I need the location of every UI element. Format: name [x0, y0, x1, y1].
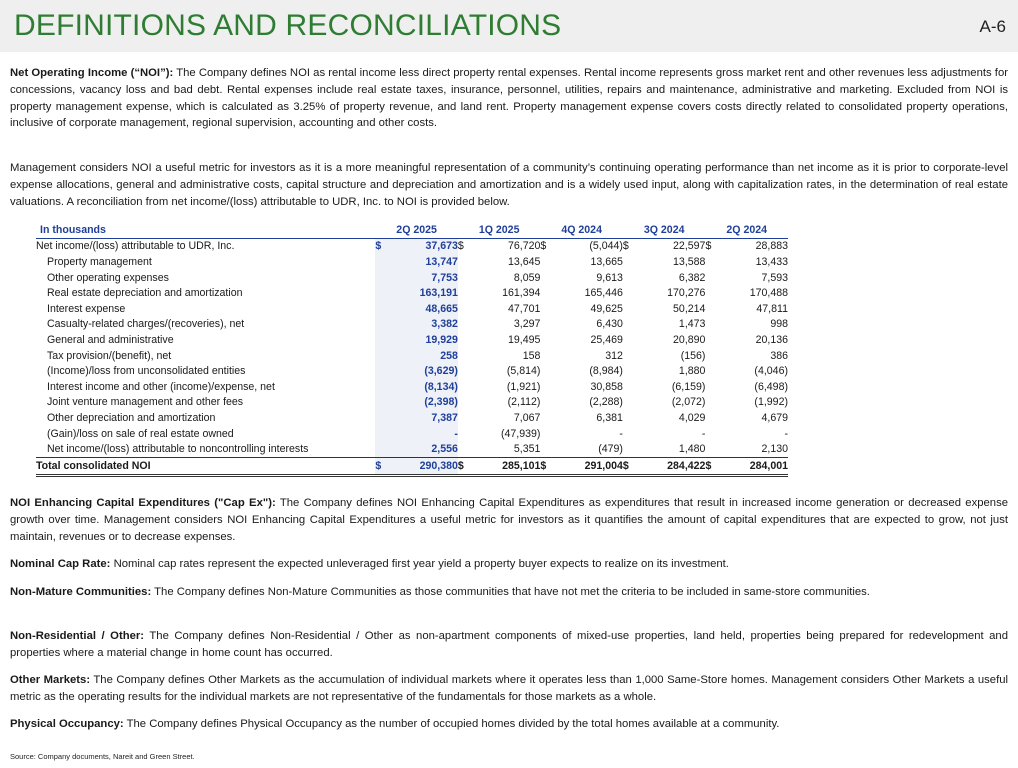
currency-symbol: [705, 270, 719, 286]
noi-definition-text: The Company defines NOI as rental income less direct property rental expenses. Rental income represents gross market rent and other revenues less adjustments for concessions, vacancy loss and bad debt. Rental expenses include real estate taxes, insurance, personnel, utilities, repairs and maintenance, administrative and marketing. Excluded from NOI is property management expense, which is calculated as 3.25% of property revenue, and land rent. Property management expense covers costs directly related to consolidated property operations, inclusive of corporate management, regional supervision, accounting and other costs.: [10, 67, 1008, 130]
cell-value: 284,422: [637, 457, 705, 475]
currency-symbol: [375, 317, 389, 333]
currency-symbol: [458, 410, 472, 426]
definition-text: The Company defines Non-Mature Communities as those communities that have not met the criteria to be included in same-store communities.: [151, 586, 870, 598]
cell-value: 6,382: [678, 271, 706, 284]
row-label: (Income)/loss from unconsolidated entities: [47, 365, 246, 378]
currency-symbol: [458, 395, 472, 411]
currency-symbol: [458, 317, 472, 333]
currency-symbol: $: [540, 240, 547, 253]
currency-symbol: [375, 348, 389, 364]
cell-value: 1,480: [678, 443, 706, 456]
cell-value: 284,001: [720, 457, 788, 475]
cell-value: 19,495: [508, 333, 541, 346]
currency-symbol: [458, 426, 472, 442]
cell-value: -: [784, 427, 788, 440]
cell-value: (2,398): [390, 395, 458, 411]
cell-value: 13,747: [390, 254, 458, 270]
currency-symbol: $: [375, 238, 389, 254]
currency-symbol: [458, 379, 472, 395]
cell-value: (3,629): [390, 363, 458, 379]
currency-symbol: [705, 348, 719, 364]
currency-symbol: [540, 332, 554, 348]
definition-term: Nominal Cap Rate:: [10, 558, 111, 570]
cell-value: 25,469: [590, 333, 623, 346]
cell-value: 4,029: [678, 411, 706, 424]
currency-symbol: [540, 363, 554, 379]
total-row: [36, 457, 788, 475]
currency-symbol: $: [457, 240, 464, 253]
noi-definition-term: Net Operating Income (“NOI”):: [10, 67, 174, 79]
cell-value: 291,004: [555, 457, 623, 475]
table-row: [36, 348, 788, 364]
currency-symbol: [705, 254, 719, 270]
currency-symbol: [375, 270, 389, 286]
noi-definition: [10, 65, 1008, 132]
cell-value: (479): [598, 443, 623, 456]
currency-symbol: [705, 379, 719, 395]
cell-value: 8,059: [513, 271, 541, 284]
cell-value: 290,380: [390, 457, 458, 475]
cell-value: 4,679: [761, 411, 788, 424]
cell-value: (2,072): [671, 396, 706, 409]
currency-symbol: [458, 254, 472, 270]
cell-value: (4,046): [754, 365, 788, 378]
cell-value: 48,665: [390, 301, 458, 317]
cell-value: 3,297: [513, 318, 541, 331]
row-label: Joint venture management and other fees: [47, 396, 244, 409]
column-header: 2Q 2024: [705, 222, 788, 238]
cell-value: 165,446: [584, 287, 623, 300]
currency-symbol: [540, 441, 554, 457]
currency-symbol: [623, 317, 637, 333]
definition-non-mature-communities: [10, 584, 1008, 601]
column-header: 1Q 2025: [458, 222, 541, 238]
currency-symbol: $: [623, 457, 637, 475]
definition-term: NOI Enhancing Capital Expenditures ("Cap Ex"):: [10, 497, 276, 509]
table-row: [36, 395, 788, 411]
cell-value: 20,890: [673, 333, 706, 346]
table-row: [36, 285, 788, 301]
currency-symbol: [623, 332, 637, 348]
cell-value: 5,351: [513, 443, 541, 456]
currency-symbol: [540, 301, 554, 317]
cell-value: (1,992): [754, 396, 788, 409]
row-label: Net income/(loss) attributable to UDR, Inc.: [36, 240, 235, 253]
cell-value: 49,625: [590, 302, 623, 315]
currency-symbol: [623, 410, 637, 426]
currency-symbol: [540, 317, 554, 333]
table-header-label: In thousands: [36, 222, 375, 238]
table-header-row: [36, 222, 788, 238]
currency-symbol: [375, 395, 389, 411]
cell-value: 7,753: [390, 270, 458, 286]
table-row: [36, 301, 788, 317]
currency-symbol: [375, 301, 389, 317]
cell-value: (6,159): [671, 380, 706, 393]
currency-symbol: [458, 441, 472, 457]
row-label: Property management: [47, 255, 152, 268]
currency-symbol: [705, 332, 719, 348]
currency-symbol: [705, 285, 719, 301]
currency-symbol: [540, 254, 554, 270]
cell-value: 28,883: [755, 240, 788, 253]
cell-value: 2,130: [761, 443, 788, 456]
currency-symbol: [705, 441, 719, 457]
currency-symbol: [375, 332, 389, 348]
row-label: Total consolidated NOI: [36, 457, 375, 475]
noi-management-paragraph: Management considers NOI a useful metric for investors as it is a more meaningful representation of a community’s continuing operating performance than net income as it is prior to corporate-level expense allocations, general and administrative costs, capital structure and depreciation and amortization and is a widely used input, along with capitalization rates, in the determination of real estate valuations. A reconciliation from net income/(loss) attributable to UDR, Inc. to NOI is provided below.: [10, 162, 1008, 208]
currency-symbol: $: [458, 457, 472, 475]
definition-term: Non-Residential / Other:: [10, 630, 145, 642]
currency-symbol: [458, 348, 472, 364]
cell-value: -: [701, 427, 706, 440]
cell-value: 30,858: [590, 380, 623, 393]
cell-value: (2,288): [589, 396, 623, 409]
currency-symbol: [623, 379, 637, 395]
currency-symbol: $: [705, 457, 719, 475]
cell-value: 7,067: [513, 411, 541, 424]
cell-value: 22,597: [673, 240, 706, 253]
page-number: A-6: [979, 17, 1006, 36]
currency-symbol: [540, 379, 554, 395]
column-header: 2Q 2025: [375, 222, 458, 238]
cell-value: 170,488: [749, 287, 788, 300]
currency-symbol: [375, 285, 389, 301]
currency-symbol: [623, 363, 637, 379]
column-header: 3Q 2024: [623, 222, 706, 238]
table-row: [36, 317, 788, 333]
cell-value: 7,387: [390, 410, 458, 426]
cell-value: 47,701: [508, 302, 541, 315]
cell-value: -: [619, 427, 623, 440]
definition-other-markets: [10, 672, 1008, 706]
cell-value: (8,134): [390, 379, 458, 395]
currency-symbol: [458, 285, 472, 301]
cell-value: 13,665: [590, 255, 623, 268]
cell-value: (6,498): [754, 380, 788, 393]
row-label: General and administrative: [47, 333, 174, 346]
cell-value: 6,430: [596, 318, 623, 331]
definition-text: Nominal cap rates represent the expected unleveraged first year yield a property buyer expects to realize on its investment.: [110, 558, 729, 570]
cell-value: (1,921): [506, 380, 541, 393]
currency-symbol: [458, 301, 472, 317]
cell-value: 13,588: [673, 255, 706, 268]
cell-value: 161,394: [502, 287, 541, 300]
currency-symbol: [458, 270, 472, 286]
currency-symbol: [623, 301, 637, 317]
table-row: [36, 426, 788, 442]
currency-symbol: [623, 348, 637, 364]
page-title: DEFINITIONS AND RECONCILIATIONS: [14, 9, 562, 42]
currency-symbol: [623, 285, 637, 301]
cell-value: 7,593: [761, 271, 788, 284]
row-label: Other operating expenses: [47, 271, 169, 284]
cell-value: 2,556: [390, 441, 458, 457]
noi-reconciliation-table: [36, 222, 788, 477]
cell-value: 285,101: [472, 457, 540, 475]
cell-value: 3,382: [390, 317, 458, 333]
table-row: [36, 270, 788, 286]
cell-value: 13,645: [508, 255, 541, 268]
cell-value: 1,880: [678, 365, 706, 378]
table-row: [36, 410, 788, 426]
definition-term: Other Markets:: [10, 674, 91, 686]
cell-value: 50,214: [673, 302, 706, 315]
cell-value: 47,811: [756, 302, 788, 315]
currency-symbol: $: [622, 240, 629, 253]
currency-symbol: [623, 395, 637, 411]
currency-symbol: [375, 410, 389, 426]
cell-value: (47,939): [500, 427, 541, 440]
definition-term: Non-Mature Communities:: [10, 586, 152, 598]
cell-value: 13,433: [755, 255, 788, 268]
currency-symbol: [540, 348, 554, 364]
cell-value: 1,473: [678, 318, 706, 331]
definition-cap-ex: [10, 495, 1008, 545]
cell-value: (2,112): [507, 396, 541, 409]
table-row: [36, 379, 788, 395]
cell-value: -: [390, 426, 458, 442]
cell-value: 9,613: [596, 271, 623, 284]
cell-value: 19,929: [390, 332, 458, 348]
currency-symbol: [540, 426, 554, 442]
cell-value: 6,381: [596, 411, 623, 424]
table-row: [36, 332, 788, 348]
currency-symbol: [705, 363, 719, 379]
cell-value: 76,720: [508, 240, 541, 253]
row-label: Other depreciation and amortization: [47, 411, 216, 424]
currency-symbol: [540, 410, 554, 426]
currency-symbol: [375, 254, 389, 270]
table-row: [36, 254, 788, 270]
currency-symbol: [623, 441, 637, 457]
row-label: Interest expense: [47, 302, 126, 315]
definition-text: The Company defines NOI Enhancing Capital Expenditures as expenditures that result in increased income generation or decreased expense growth over time. Management considers NOI Enhancing Capital Expenditures a useful metric for investors as it quantifies the amount of capital expenditures that are expected to grow, not just maintain, revenues or to decrease expenses.: [10, 497, 1008, 543]
page-header: [0, 0, 1018, 52]
currency-symbol: [540, 285, 554, 301]
currency-symbol: [458, 363, 472, 379]
currency-symbol: [705, 410, 719, 426]
currency-symbol: $: [540, 457, 554, 475]
currency-symbol: [375, 379, 389, 395]
row-label: (Gain)/loss on sale of real estate owned: [47, 427, 234, 440]
cell-value: 37,673: [390, 238, 458, 254]
table-row: [36, 238, 788, 254]
currency-symbol: [375, 441, 389, 457]
currency-symbol: [540, 270, 554, 286]
definition-text: The Company defines Non-Residential / Other as non-apartment components of mixed-use properties, land held, properties being prepared for redevelopment and properties where a material change in home count has occurred.: [10, 630, 1008, 659]
cell-value: 258: [390, 348, 458, 364]
definition-text: The Company defines Other Markets as the accumulation of individual markets where it operates less than 1,000 Same-Store homes. Management considers Other Markets a useful metric as the operating results for the individual markets are not representative of the fundamentals for those markets as a whole.: [10, 674, 1009, 703]
currency-symbol: [623, 254, 637, 270]
cell-value: (5,814): [506, 365, 541, 378]
cell-value: (156): [680, 349, 706, 362]
currency-symbol: $: [375, 457, 389, 475]
cell-value: 312: [605, 349, 623, 362]
cell-value: 163,191: [390, 285, 458, 301]
currency-symbol: [540, 395, 554, 411]
definition-non-residential-other: [10, 628, 1008, 662]
cell-value: (8,984): [589, 365, 623, 378]
currency-symbol: [458, 332, 472, 348]
table-row: [36, 363, 788, 379]
source-note: Source: Company documents, Nareit and Green Street.: [10, 752, 195, 761]
currency-symbol: [375, 426, 389, 442]
definition-text: The Company defines Physical Occupancy as the number of occupied homes divided by the total homes available at a community.: [123, 718, 780, 730]
currency-symbol: $: [705, 240, 712, 253]
table-row: [36, 441, 788, 457]
currency-symbol: [623, 270, 637, 286]
currency-symbol: [705, 317, 719, 333]
definition-term: Physical Occupancy:: [10, 718, 124, 730]
cell-value: 20,136: [755, 333, 788, 346]
currency-symbol: [705, 395, 719, 411]
cell-value: 158: [522, 349, 541, 362]
cell-value: 998: [770, 318, 788, 331]
row-label: Real estate depreciation and amortization: [47, 287, 243, 300]
currency-symbol: [705, 301, 719, 317]
row-label: Interest income and other (income)/expense, net: [47, 380, 275, 393]
row-label: Tax provision/(benefit), net: [47, 349, 172, 362]
cell-value: (5,044): [589, 240, 623, 253]
row-label: Casualty-related charges/(recoveries), net: [47, 318, 245, 331]
currency-symbol: [705, 426, 719, 442]
cell-value: 386: [770, 349, 788, 362]
column-header: 4Q 2024: [540, 222, 623, 238]
cell-value: 170,276: [667, 287, 706, 300]
currency-symbol: [623, 426, 637, 442]
definition-physical-occupancy: [10, 716, 1008, 733]
currency-symbol: [375, 363, 389, 379]
row-label: Net income/(loss) attributable to noncontrolling interests: [47, 443, 309, 456]
definition-nominal-cap-rate: [10, 556, 1008, 573]
